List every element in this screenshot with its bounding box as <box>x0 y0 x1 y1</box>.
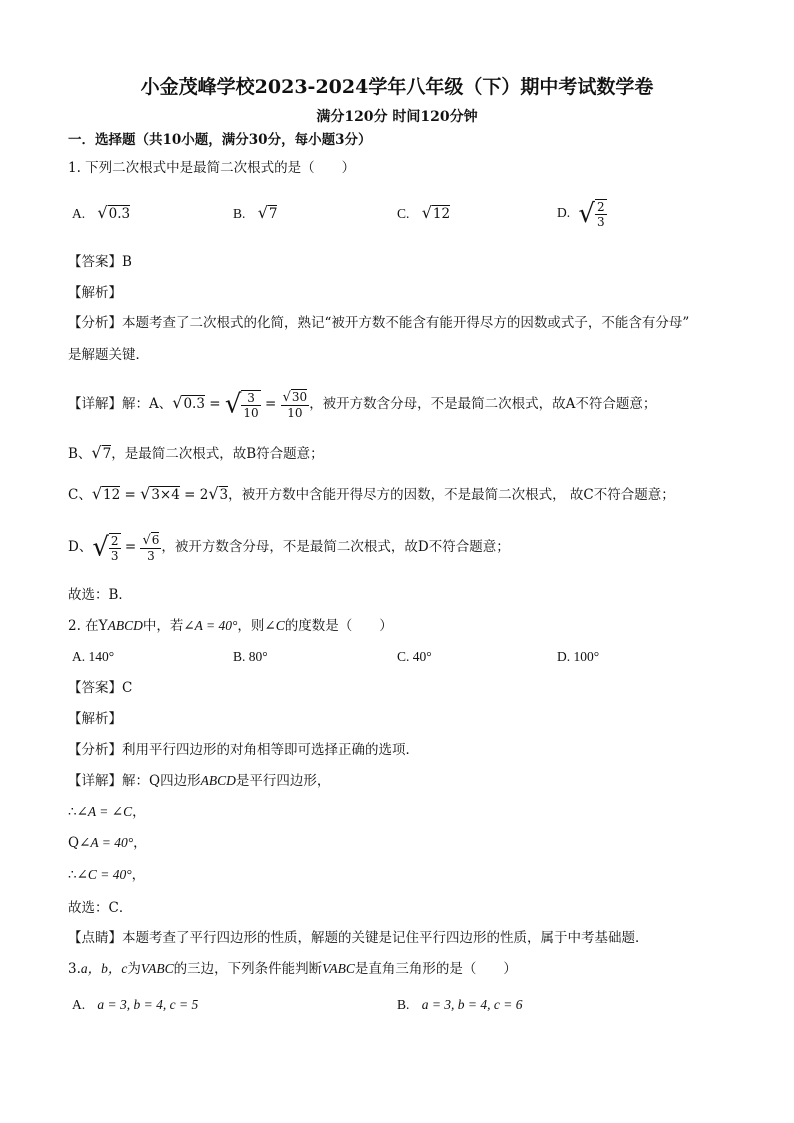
page-title: 小金茂峰学校2023-2024学年八年级（下）期中考试数学卷 <box>140 76 654 98</box>
q2-comment: 【点睛】本题考查了平行四边形的性质，解题的关键是记住平行四边形的性质，属于中考基础题． <box>68 930 649 946</box>
q2-option-a: A. 140° <box>72 649 115 664</box>
q1-choose: 故选：B． <box>68 587 132 603</box>
q3-option-a: A. a = 3, b = 4, c = 5 <box>72 997 199 1012</box>
q1-option-d-label: D. <box>557 205 571 220</box>
q1-option-b <box>233 204 277 223</box>
q1-option-b-value: 7 <box>268 206 278 222</box>
q1-option-c-value: 12 <box>432 206 451 222</box>
q1-stem: 1. 下列二次根式中是最简二次根式的是（ ） <box>68 160 356 176</box>
q2-step-3: ∴∠C = 40°， <box>68 867 146 883</box>
section-heading: 一．选择题（共10小题，满分30分，每小题3分） <box>68 132 372 148</box>
q1-option-b-label: B. <box>233 206 246 221</box>
q2-step-2: Q∠A = 40°， <box>68 835 147 851</box>
q1-option-c <box>397 204 450 223</box>
q1-option-a-value: 0.3 <box>108 206 131 222</box>
q1-option-b-sqrt: √7 <box>257 203 278 222</box>
q1-detail-d: D、√ $\frac{2}{3}$ = $\frac{√6}{3}$ ，被开方数含分母，不是最简二次根式，故D不符合题意； <box>68 532 510 563</box>
q3-option-b: B. a = 3, b = 4, c = 6 <box>397 997 523 1012</box>
q2-stem: 2. 在YABCD中，若∠A = 40°，则∠C的度数是（ ） <box>68 618 393 634</box>
q2-detail: 【详解】解：Q四边形ABCD是平行四边形， <box>68 773 331 789</box>
q1-analysis-line-2: 是解题关键． <box>68 347 149 363</box>
q1-detail-b: B、√7，是最简二次根式，故B符合题意； <box>68 443 324 462</box>
q1-option-a-label: A. <box>72 206 86 221</box>
q2-analysis-heading: 【解析】 <box>68 711 122 727</box>
q1-option-c-sqrt: √12 <box>421 203 451 222</box>
q2-option-d: D. 100° <box>557 649 600 664</box>
q1-option-a <box>72 204 130 223</box>
q2-step-1: ∴∠A = ∠C， <box>68 804 146 820</box>
q2-option-b: B. 80° <box>233 649 268 664</box>
q1-option-d: D. √ $\frac{2}{3}$ <box>557 198 605 229</box>
q1-detail-a: 【详解】解：A、√0.3 = √ $\frac{3}{10}$ = $\frac{√30}{10}$ ，被开方数含分母，不是最简二次根式，故A不符合题意； <box>68 389 657 420</box>
q2-analysis: 【分析】利用平行四边形的对角相等即可选择正确的选项． <box>68 742 419 758</box>
q1-option-d-fraction: $\frac{2}{3}$ <box>597 199 605 229</box>
q1-analysis-heading: 【解析】 <box>68 285 122 301</box>
q1-answer: 【答案】B <box>68 254 132 270</box>
q2-answer: 【答案】C <box>68 680 133 696</box>
q1-option-c-label: C. <box>397 206 410 221</box>
q2-option-c: C. 40° <box>397 649 432 664</box>
q2-choose: 故选：C． <box>68 900 133 916</box>
q1-detail-c: C、√12 = √3×4 = 2√3，被开方数中含能开得尽方的因数，不是最简二次根式， 故C不符合题意； <box>68 484 675 503</box>
page-subtitle: 满分120分 时间120分钟 <box>316 109 478 125</box>
q3-stem: 3.a，b，c为VABC的三边，下列条件能判断VABC是直角三角形的是（ ） <box>68 961 517 977</box>
q1-analysis-line-1: 【分析】本题考查了二次根式的化简，熟记“被开方数不能含有能开得尽方的因数或式子，不能含有分母” <box>68 315 690 331</box>
q1-option-a-sqrt: √0.3 <box>97 203 131 222</box>
